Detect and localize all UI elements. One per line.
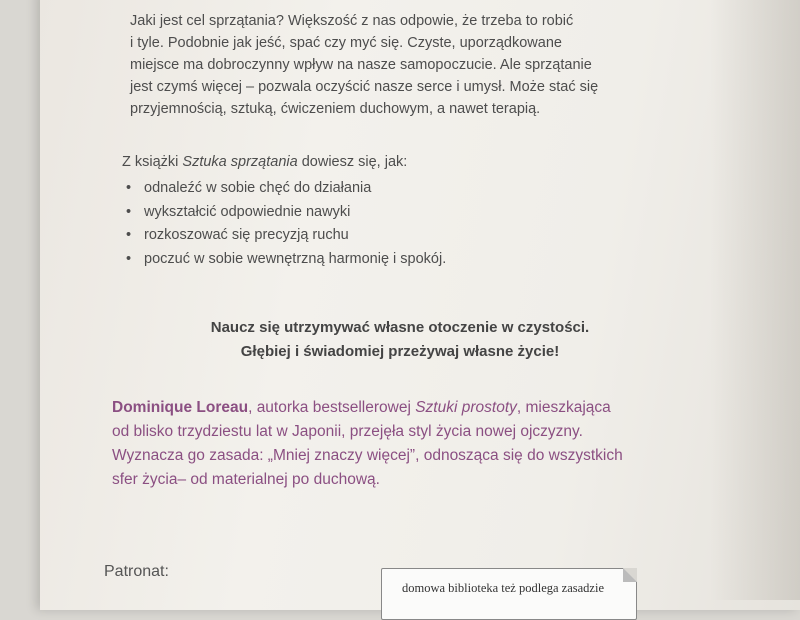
intro-line: przyjemnością, sztuką, ćwiczeniem duchowym, a nawet terapią. [130, 101, 541, 117]
note-text: domowa biblioteka też podlega zasadzie [402, 581, 605, 595]
author-book-title: Sztuki prostoty [415, 399, 517, 416]
lead-prefix: Z książki [122, 154, 183, 170]
slogan-line-2: Głębiej i świadomiej przeżywaj własne życie! [240, 343, 560, 360]
list-item: • odnaleźć w sobie chęć do działania [122, 177, 446, 201]
patronat-label: Patronat: [104, 563, 169, 580]
lead-suffix: dowiesz się, jak: [297, 154, 408, 170]
lead-book-title: Sztuka sprzątania [182, 154, 298, 170]
intro-line: miejsce ma dobroczynny wpływ na nasze samopoczucie. Ale sprzątanie [130, 57, 592, 73]
list-item: • poczuć w sobie wewnętrzną harmonię i spokój. [122, 248, 446, 272]
slogan-line-1: Naucz się utrzymywać własne otoczenie w czystości. [210, 319, 590, 336]
intro-line: i tyle. Podobnie jak jeść, spać czy myć się. Czyste, uporządkowane [130, 35, 562, 51]
author-name: Dominique Loreau [112, 399, 249, 416]
list-item: • wykształcić odpowiednie nawyki [122, 201, 446, 225]
sticky-note [381, 568, 637, 620]
author-line-2: od blisko trzydziestu lat w Japonii, przejęła styl życia nowej ojczyzny. [112, 423, 583, 440]
author-bio [112, 396, 672, 492]
author-line-4: sfer życia– od materialnej po duchową. [112, 471, 380, 488]
note-fold [623, 568, 637, 582]
intro-paragraph [130, 10, 620, 120]
intro-line: jest czymś więcej – pozwala oczyścić nasze serce i umysł. Może stać się [130, 79, 599, 95]
list-item: • rozkoszować się precyzją ruchu [122, 224, 446, 248]
author-text: , autorka bestsellerowej [248, 399, 416, 416]
cover-edge-shadow [710, 0, 800, 600]
benefits-list [122, 177, 446, 271]
author-line-3: Wyznacza go zasada: „Mniej znaczy więcej”, odnosząca się do wszystkich [112, 447, 623, 464]
lead-sentence [122, 154, 407, 170]
author-text: , mieszkająca [516, 399, 611, 416]
intro-line: Jaki jest cel sprzątania? Większość z nas odpowie, że trzeba to robić [130, 13, 574, 29]
slogan [140, 316, 660, 364]
